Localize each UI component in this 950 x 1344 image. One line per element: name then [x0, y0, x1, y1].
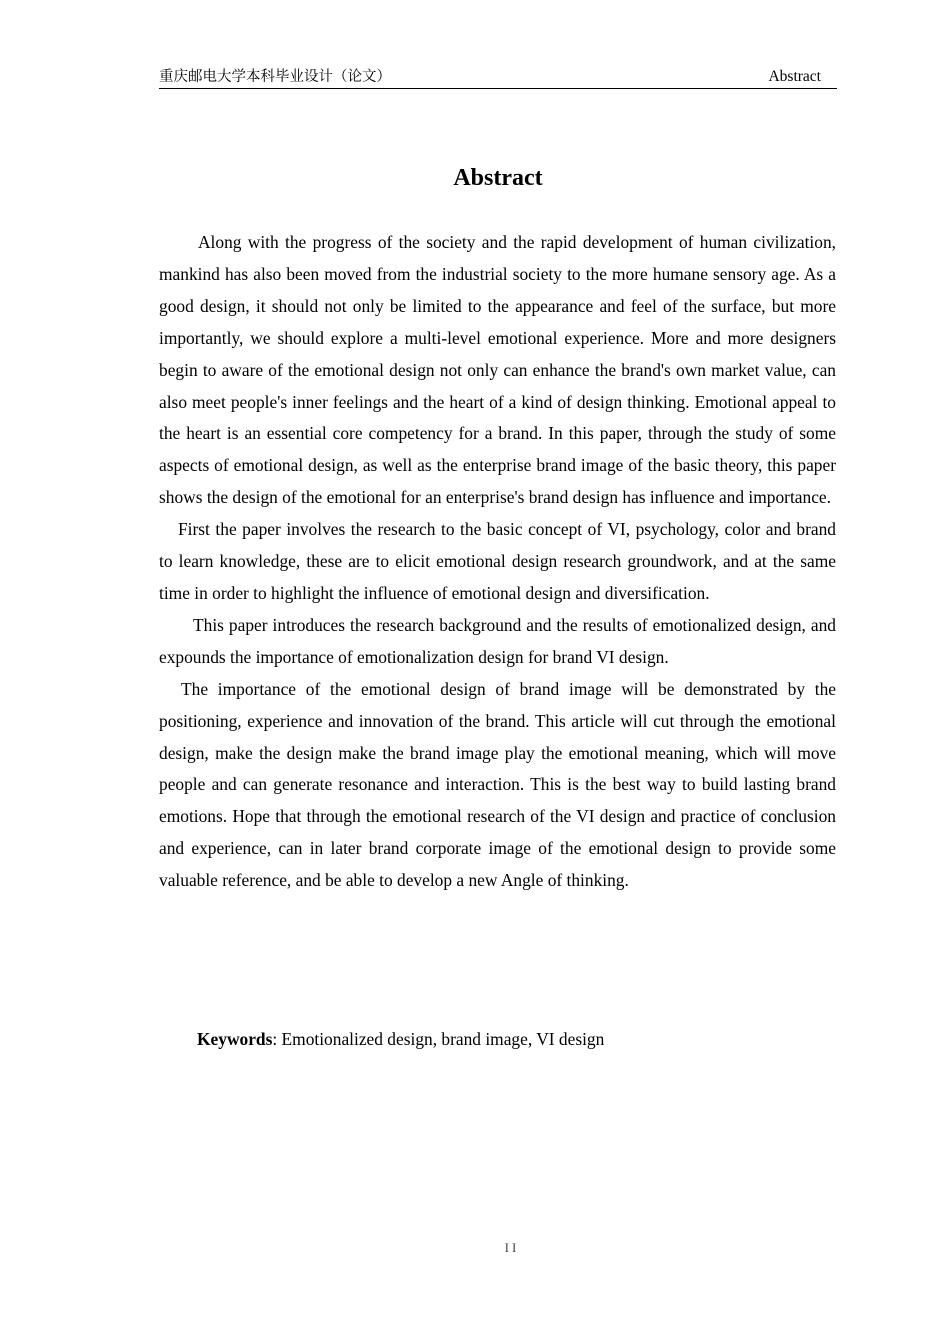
- abstract-paragraph-2: First the paper involves the research to the basic concept of VI, psychology, color and brand to learn knowledge, these are to elicit emotional design research groundwork, and at the same time in order to highlight the influence of emotional design and diversification.: [159, 519, 836, 603]
- abstract-paragraph-4: The importance of the emotional design of brand image will be demonstrated by the positioning, experience and innovation of the brand. This article will cut through the emotional design, make the design make the brand image play the emotional meaning, which will move people and can generate resonance and interaction. This is the best way to build lasting brand emotions. Hope that through the emotional research of the VI design and practice of conclusion and experience, can in later brand corporate image of the emotional design to provide some valuable reference, and be able to develop a new Angle of thinking.: [159, 678, 836, 891]
- keywords-label: Keywords: [197, 1029, 273, 1049]
- keywords-separator: :: [272, 1029, 282, 1049]
- header-section-name: Abstract: [768, 68, 821, 85]
- abstract-paragraph-3: This paper introduces the research background and the results of emotionalized design, and expounds the importance of emotionalization design for brand VI design.: [159, 614, 836, 667]
- running-header: [159, 66, 837, 89]
- keywords-line: [197, 1024, 604, 1056]
- page-title: Abstract: [453, 165, 543, 191]
- header-thesis-title: 重庆邮电大学本科毕业设计（论文）: [159, 69, 391, 85]
- abstract-body: [159, 227, 836, 897]
- keywords-text: Emotionalized design, brand image, VI design: [281, 1029, 605, 1049]
- page-number: II: [504, 1240, 520, 1255]
- abstract-paragraph-1: Along with the progress of the society and the rapid development of human civilization, mankind has also been moved from the industrial society to the more humane sensory age. As a good design, it should not only be limited to the appearance and feel of the surface, but more importantly, we should explore a multi-level emotional experience. More and more designers begin to aware of the emotional design not only can enhance the brand's own market value, can also meet people's inner feelings and the heart of a kind of design thinking. Emotional appeal to the heart is an essential core competency for a brand. In this paper, through the study of some aspects of emotional design, as well as the enterprise brand image of the basic theory, this paper shows the design of the emotional for an enterprise's brand design has influence and importance.: [159, 232, 836, 508]
